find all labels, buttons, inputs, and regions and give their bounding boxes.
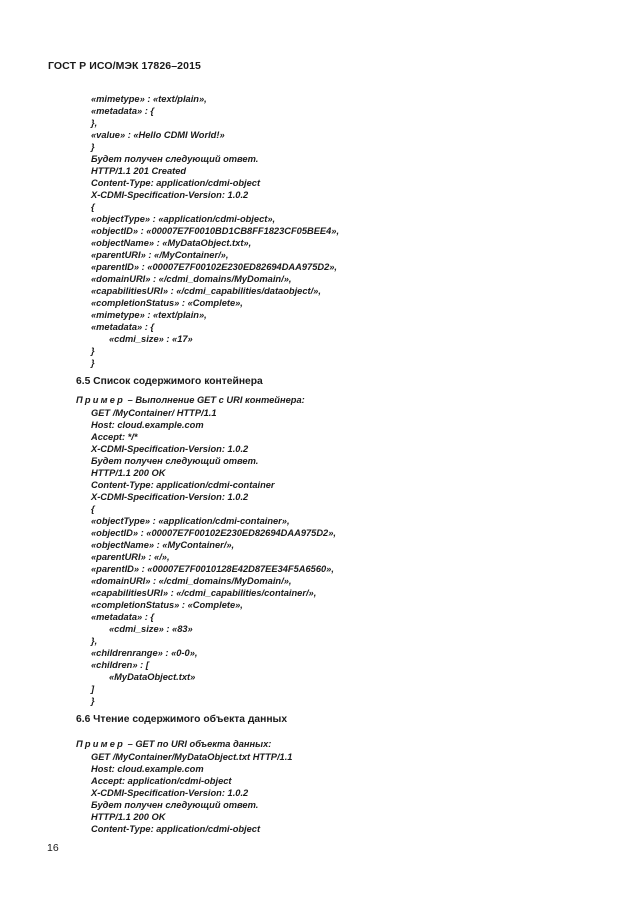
code-line: GET /MyContainer/ HTTP/1.1	[91, 408, 217, 418]
code-line: X-CDMI-Specification-Version: 1.0.2	[91, 788, 249, 798]
code-line: «value» : «Hello CDMI World!»	[91, 130, 225, 140]
code-line: «MyDataObject.txt»	[109, 672, 196, 682]
code-line: «mimetype» : «text/plain»,	[91, 310, 207, 320]
code-line: }	[91, 358, 95, 368]
code-line: «objectType» : «application/cdmi-object»,	[91, 214, 276, 224]
code-line: «parentURI» : «/MyContainer/»,	[91, 250, 229, 260]
code-line: X-CDMI-Specification-Version: 1.0.2	[91, 190, 249, 200]
code-line: Будет получен следующий ответ.	[91, 154, 259, 164]
code-line: «objectID» : «00007E7F0010BD1CB8FF1823CF05BEE4»,	[91, 226, 340, 236]
example-text: – Выполнение GET с URI контейнера:	[124, 395, 305, 405]
code-block-1	[91, 93, 339, 369]
code-line: «capabilitiesURI» : «/cdmi_capabilities/container/»,	[91, 588, 317, 598]
section-heading-6-5: 6.5 Список содержимого контейнера	[76, 376, 263, 387]
code-line: «capabilitiesURI» : «/cdmi_capabilities/dataobject/»,	[91, 286, 321, 296]
code-line: },	[91, 118, 98, 128]
code-line: GET /MyContainer/MyDataObject.txt HTTP/1.1	[91, 752, 293, 762]
code-line: HTTP/1.1 200 OK	[91, 812, 166, 822]
code-line: HTTP/1.1 200 OK	[91, 468, 166, 478]
example-label: Пример	[76, 395, 125, 405]
code-line: «cdmi_size» : «17»	[109, 334, 193, 344]
code-line: Будет получен следующий ответ.	[91, 456, 259, 466]
code-line: «parentURI» : «/»,	[91, 552, 170, 562]
code-line: Content-Type: application/cdmi-container	[91, 480, 275, 490]
code-line: Accept: application/cdmi-object	[91, 776, 232, 786]
code-line: «metadata» : {	[91, 106, 155, 116]
code-line: },	[91, 636, 98, 646]
code-line: «objectType» : «application/cdmi-container»,	[91, 516, 290, 526]
code-line: «objectID» : «00007E7F00102E230ED82694DAA975D2»,	[91, 528, 336, 538]
example-text: – GET по URI объекта данных:	[124, 739, 272, 749]
code-line: ]	[91, 684, 95, 694]
code-line: «children» : [	[91, 660, 149, 670]
code-line: Host: cloud.example.com	[91, 764, 204, 774]
code-line: «domainURI» : «/cdmi_domains/MyDomain/»,	[91, 576, 292, 586]
code-line: X-CDMI-Specification-Version: 1.0.2	[91, 492, 249, 502]
code-line: Host: cloud.example.com	[91, 420, 204, 430]
example-line-6-6	[76, 739, 271, 749]
code-line: «metadata» : {	[91, 612, 155, 622]
code-line: «objectName» : «MyContainer/»,	[91, 540, 235, 550]
code-line: {	[91, 202, 95, 212]
code-line: Будет получен следующий ответ.	[91, 800, 259, 810]
code-line: «metadata» : {	[91, 322, 155, 332]
code-line: «parentID» : «00007E7F00102E230ED82694DAA975D2»,	[91, 262, 338, 272]
page-number: 16	[47, 842, 59, 854]
document-header: ГОСТ Р ИСО/МЭК 17826–2015	[48, 60, 201, 72]
code-line: «parentID» : «00007E7F0010128E42D87EE34F5A6560»,	[91, 564, 334, 574]
code-block-3	[91, 751, 292, 835]
section-heading-6-6: 6.6 Чтение содержимого объекта данных	[76, 714, 288, 725]
code-line: HTTP/1.1 201 Created	[91, 166, 187, 176]
code-line: {	[91, 504, 95, 514]
example-label: Пример	[76, 739, 125, 749]
code-line: «cdmi_size» : «83»	[109, 624, 193, 634]
code-line: Accept: */*	[91, 432, 138, 442]
code-line: «mimetype» : «text/plain»,	[91, 94, 207, 104]
code-line: «completionStatus» : «Complete»,	[91, 298, 243, 308]
code-block-2	[91, 407, 336, 707]
code-line: «childrenrange» : «0-0»,	[91, 648, 198, 658]
code-line: Content-Type: application/cdmi-object	[91, 824, 261, 834]
code-line: X-CDMI-Specification-Version: 1.0.2	[91, 444, 249, 454]
code-line: Content-Type: application/cdmi-object	[91, 178, 261, 188]
code-line: }	[91, 696, 95, 706]
code-line: «completionStatus» : «Complete»,	[91, 600, 243, 610]
code-line: }	[91, 142, 95, 152]
example-line-6-5	[76, 395, 305, 405]
code-line: «domainURI» : «/cdmi_domains/MyDomain/»,	[91, 274, 292, 284]
code-line: }	[91, 346, 95, 356]
code-line: «objectName» : «MyDataObject.txt»,	[91, 238, 252, 248]
